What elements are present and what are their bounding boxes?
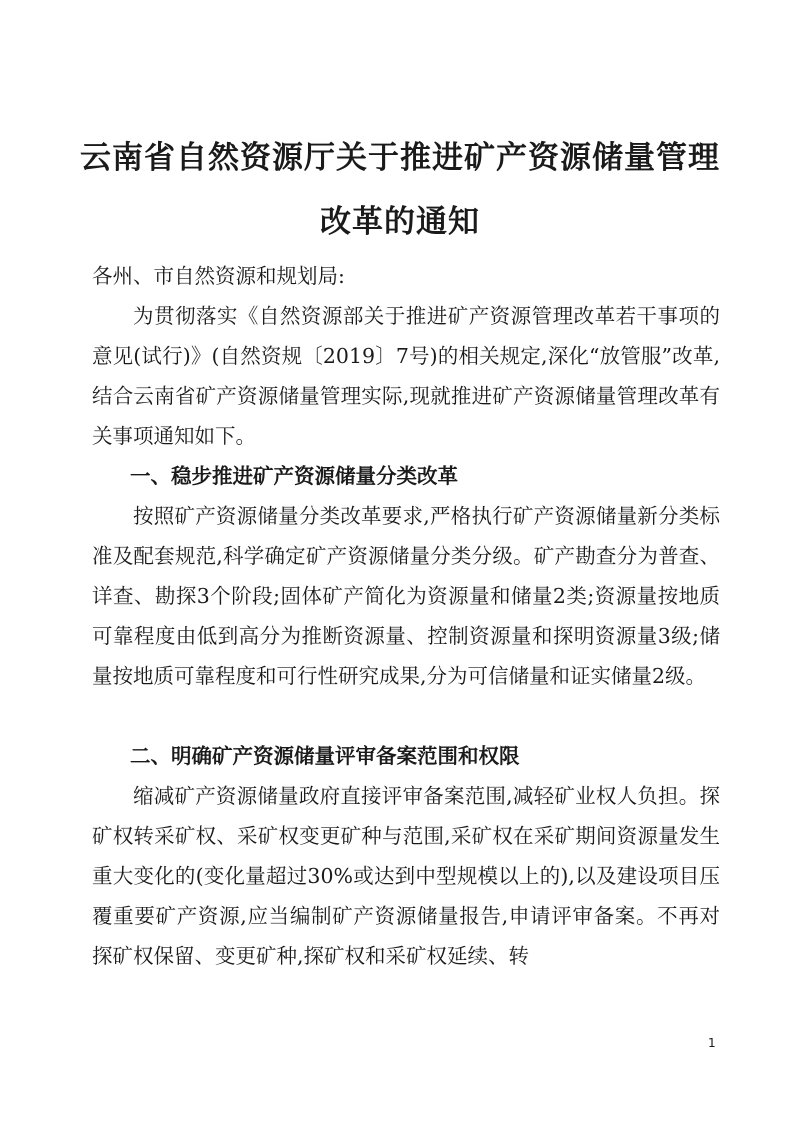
document-title-line1: 云南省自然资源厅关于推进矿产资源储量管理 (80, 140, 720, 176)
section2-paragraph: 缩减矿产资源储量政府直接评审备案范围,减轻矿业权人负担。探矿权转采矿权、采矿权变更矿种与范围,采矿权在采矿期间资源量发生重大变化的(变化量超过30%或达到中型规模以上的),以及建设项目压覆重要矿产资源,应当编制矿产资源储量报告,申请评审备案。不再对探矿权保留、变更矿种,探矿权和采矿权延续、转 (92, 784, 720, 968)
section1-heading: 一、稳步推进矿产资源储量分类改革 (130, 464, 458, 488)
document-title-line2: 改革的通知 (320, 204, 480, 240)
salutation: 各州、市自然资源和规划局: (92, 264, 345, 288)
page-number: 1 (708, 1036, 716, 1050)
section1-paragraph: 按照矿产资源储量分类改革要求,严格执行矿产资源储量新分类标准及配套规范,科学确定矿产资源储量分类分级。矿产勘查分为普查、详查、勘探3个阶段;固体矿产简化为资源量和储量2类;资源量按地质可靠程度由低到高分为推断资源量、控制资源量和探明资源量3级;储量按地质可靠程度和可行性研究成果,分为可信储量和证实储量2级。 (92, 504, 720, 688)
section2-heading: 二、明确矿产资源储量评审备案范围和权限 (130, 744, 520, 768)
intro-paragraph: 为贯彻落实《自然资源部关于推进矿产资源管理改革若干事项的意见(试行)》(自然资规〔2019〕7号)的相关规定,深化“放管服”改革,结合云南省矿产资源储量管理实际,现就推进矿产资源储量管理改革有关事项通知如下。 (92, 304, 720, 448)
